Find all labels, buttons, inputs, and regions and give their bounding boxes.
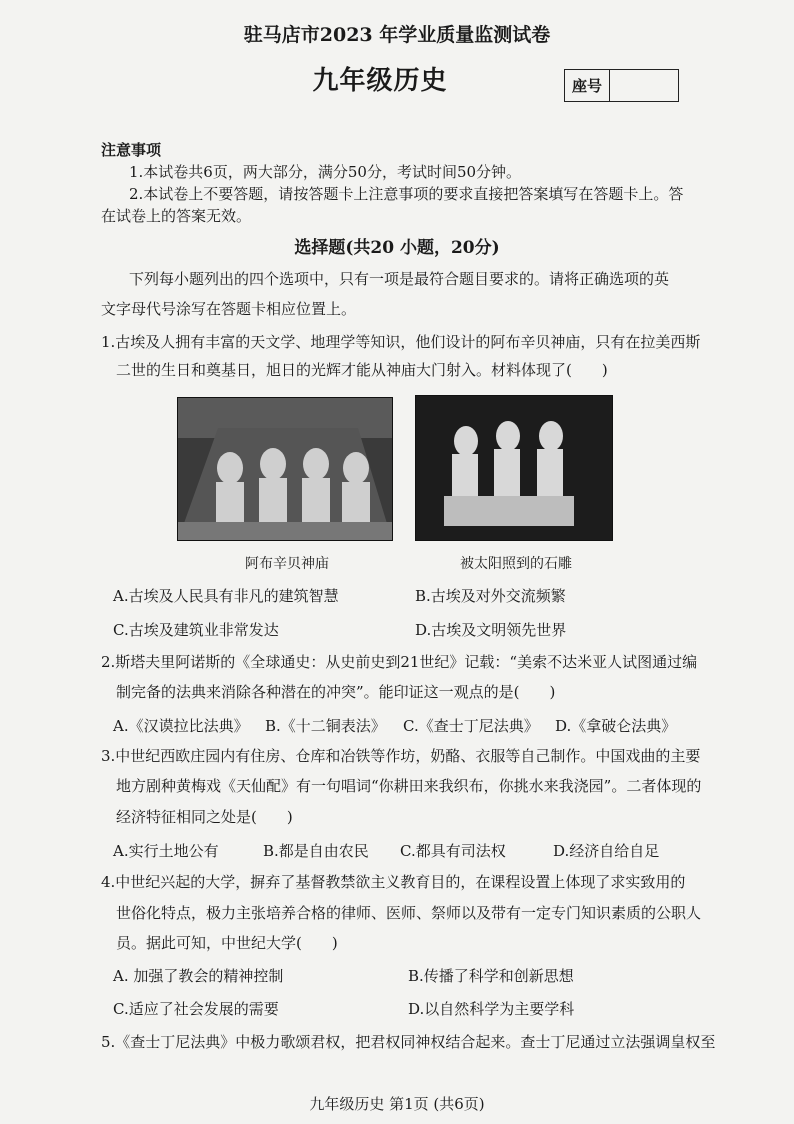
section-title: 选择题(共20 小题，20分) xyxy=(294,238,500,258)
q4-option-b: B.传播了科学和创新思想 xyxy=(408,967,574,985)
q2-option-c: C.《查士丁尼法典》 xyxy=(403,717,539,735)
section-instructions-cont: 文字母代号涂写在答题卡相应位置上。 xyxy=(101,300,357,318)
q1-option-c: C.古埃及建筑业非常发达 xyxy=(113,621,279,639)
seat-value xyxy=(610,70,678,101)
q1-stem: 1.古埃及人拥有丰富的天文学、地理学等知识，他们设计的阿布辛贝神庙，只有在拉美西斯 xyxy=(101,333,701,351)
q4-option-a: A. 加强了教会的精神控制 xyxy=(113,967,284,985)
q2-option-b: B.《十二铜表法》 xyxy=(265,717,386,735)
notice-line-1: 1.本试卷共6页，两大部分，满分50分，考试时间50分钟。 xyxy=(129,163,522,181)
caption-sunlit-statues: 被太阳照到的石雕 xyxy=(460,556,572,572)
q3-stem-cont-1: 地方剧种黄梅戏《天仙配》有一句唱词“你耕田来我织布，你挑水来我浇园”。二者体现的 xyxy=(116,777,702,795)
q1-option-a: A.古埃及人民具有非凡的建筑智慧 xyxy=(113,587,339,605)
q3-option-b: B.都是自由农民 xyxy=(263,842,369,860)
abu-simbel-temple-photo xyxy=(177,397,393,541)
q3-option-c: C.都具有司法权 xyxy=(400,842,506,860)
q3-stem: 3.中世纪西欧庄园内有住房、仓库和冶铁等作坊，奶酪、衣服等自己制作。中国戏曲的主要 xyxy=(101,747,701,765)
q2-option-d: D.《拿破仑法典》 xyxy=(555,717,677,735)
page-footer: 九年级历史 第1页 (共6页) xyxy=(309,1095,485,1113)
q3-stem-cont-2: 经济特征相同之处是( ) xyxy=(116,808,293,826)
seat-label: 座号 xyxy=(565,70,610,101)
q3-option-a: A.实行土地公有 xyxy=(113,842,219,860)
seat-number-box xyxy=(564,69,679,102)
q4-option-d: D.以自然科学为主要学科 xyxy=(408,1000,575,1018)
q1-option-d: D.古埃及文明领先世界 xyxy=(415,621,567,639)
q4-stem: 4.中世纪兴起的大学，摒弃了基督教禁欲主义教育目的，在课程设置上体现了求实致用的 xyxy=(101,873,686,891)
section-instructions: 下列每小题列出的四个选项中，只有一项是最符合题目要求的。请将正确选项的英 xyxy=(129,270,670,288)
notice-line-2-cont: 在试卷上的答案无效。 xyxy=(101,207,252,225)
notice-heading: 注意事项 xyxy=(101,141,162,159)
subject-title: 九年级历史 xyxy=(312,66,448,96)
sunlit-statues-photo xyxy=(415,395,613,541)
q4-option-c: C.适应了社会发展的需要 xyxy=(113,1000,279,1018)
q4-stem-cont-1: 世俗化特点，极力主张培养合格的律师、医师、祭师以及带有一定专门知识素质的公职人 xyxy=(116,904,702,922)
q5-stem: 5.《查士丁尼法典》中极力歌颂君权，把君权同神权结合起来。查士丁尼通过立法强调皇权至 xyxy=(101,1033,716,1051)
q2-option-a: A.《汉谟拉比法典》 xyxy=(113,717,249,735)
q2-stem-cont: 制完备的法典来消除各种潜在的冲突”。能印证这一观点的是( ) xyxy=(116,683,556,701)
exam-title: 驻马店市2023 年学业质量监测试卷 xyxy=(243,24,551,46)
caption-abu-simbel: 阿布辛贝神庙 xyxy=(245,556,329,572)
q1-option-b: B.古埃及对外交流频繁 xyxy=(415,587,566,605)
notice-line-2: 2.本试卷上不要答题，请按答题卡上注意事项的要求直接把答案填写在答题卡上。答 xyxy=(129,185,684,203)
q1-stem-cont: 二世的生日和奠基日，旭日的光辉才能从神庙大门射入。材料体现了( ) xyxy=(116,361,608,379)
q4-stem-cont-2: 员。据此可知，中世纪大学( ) xyxy=(116,934,338,952)
q2-stem: 2.斯塔夫里阿诺斯的《全球通史：从史前史到21世纪》记载：“美索不达米亚人试图通过编 xyxy=(101,653,698,671)
q3-option-d: D.经济自给自足 xyxy=(553,842,660,860)
